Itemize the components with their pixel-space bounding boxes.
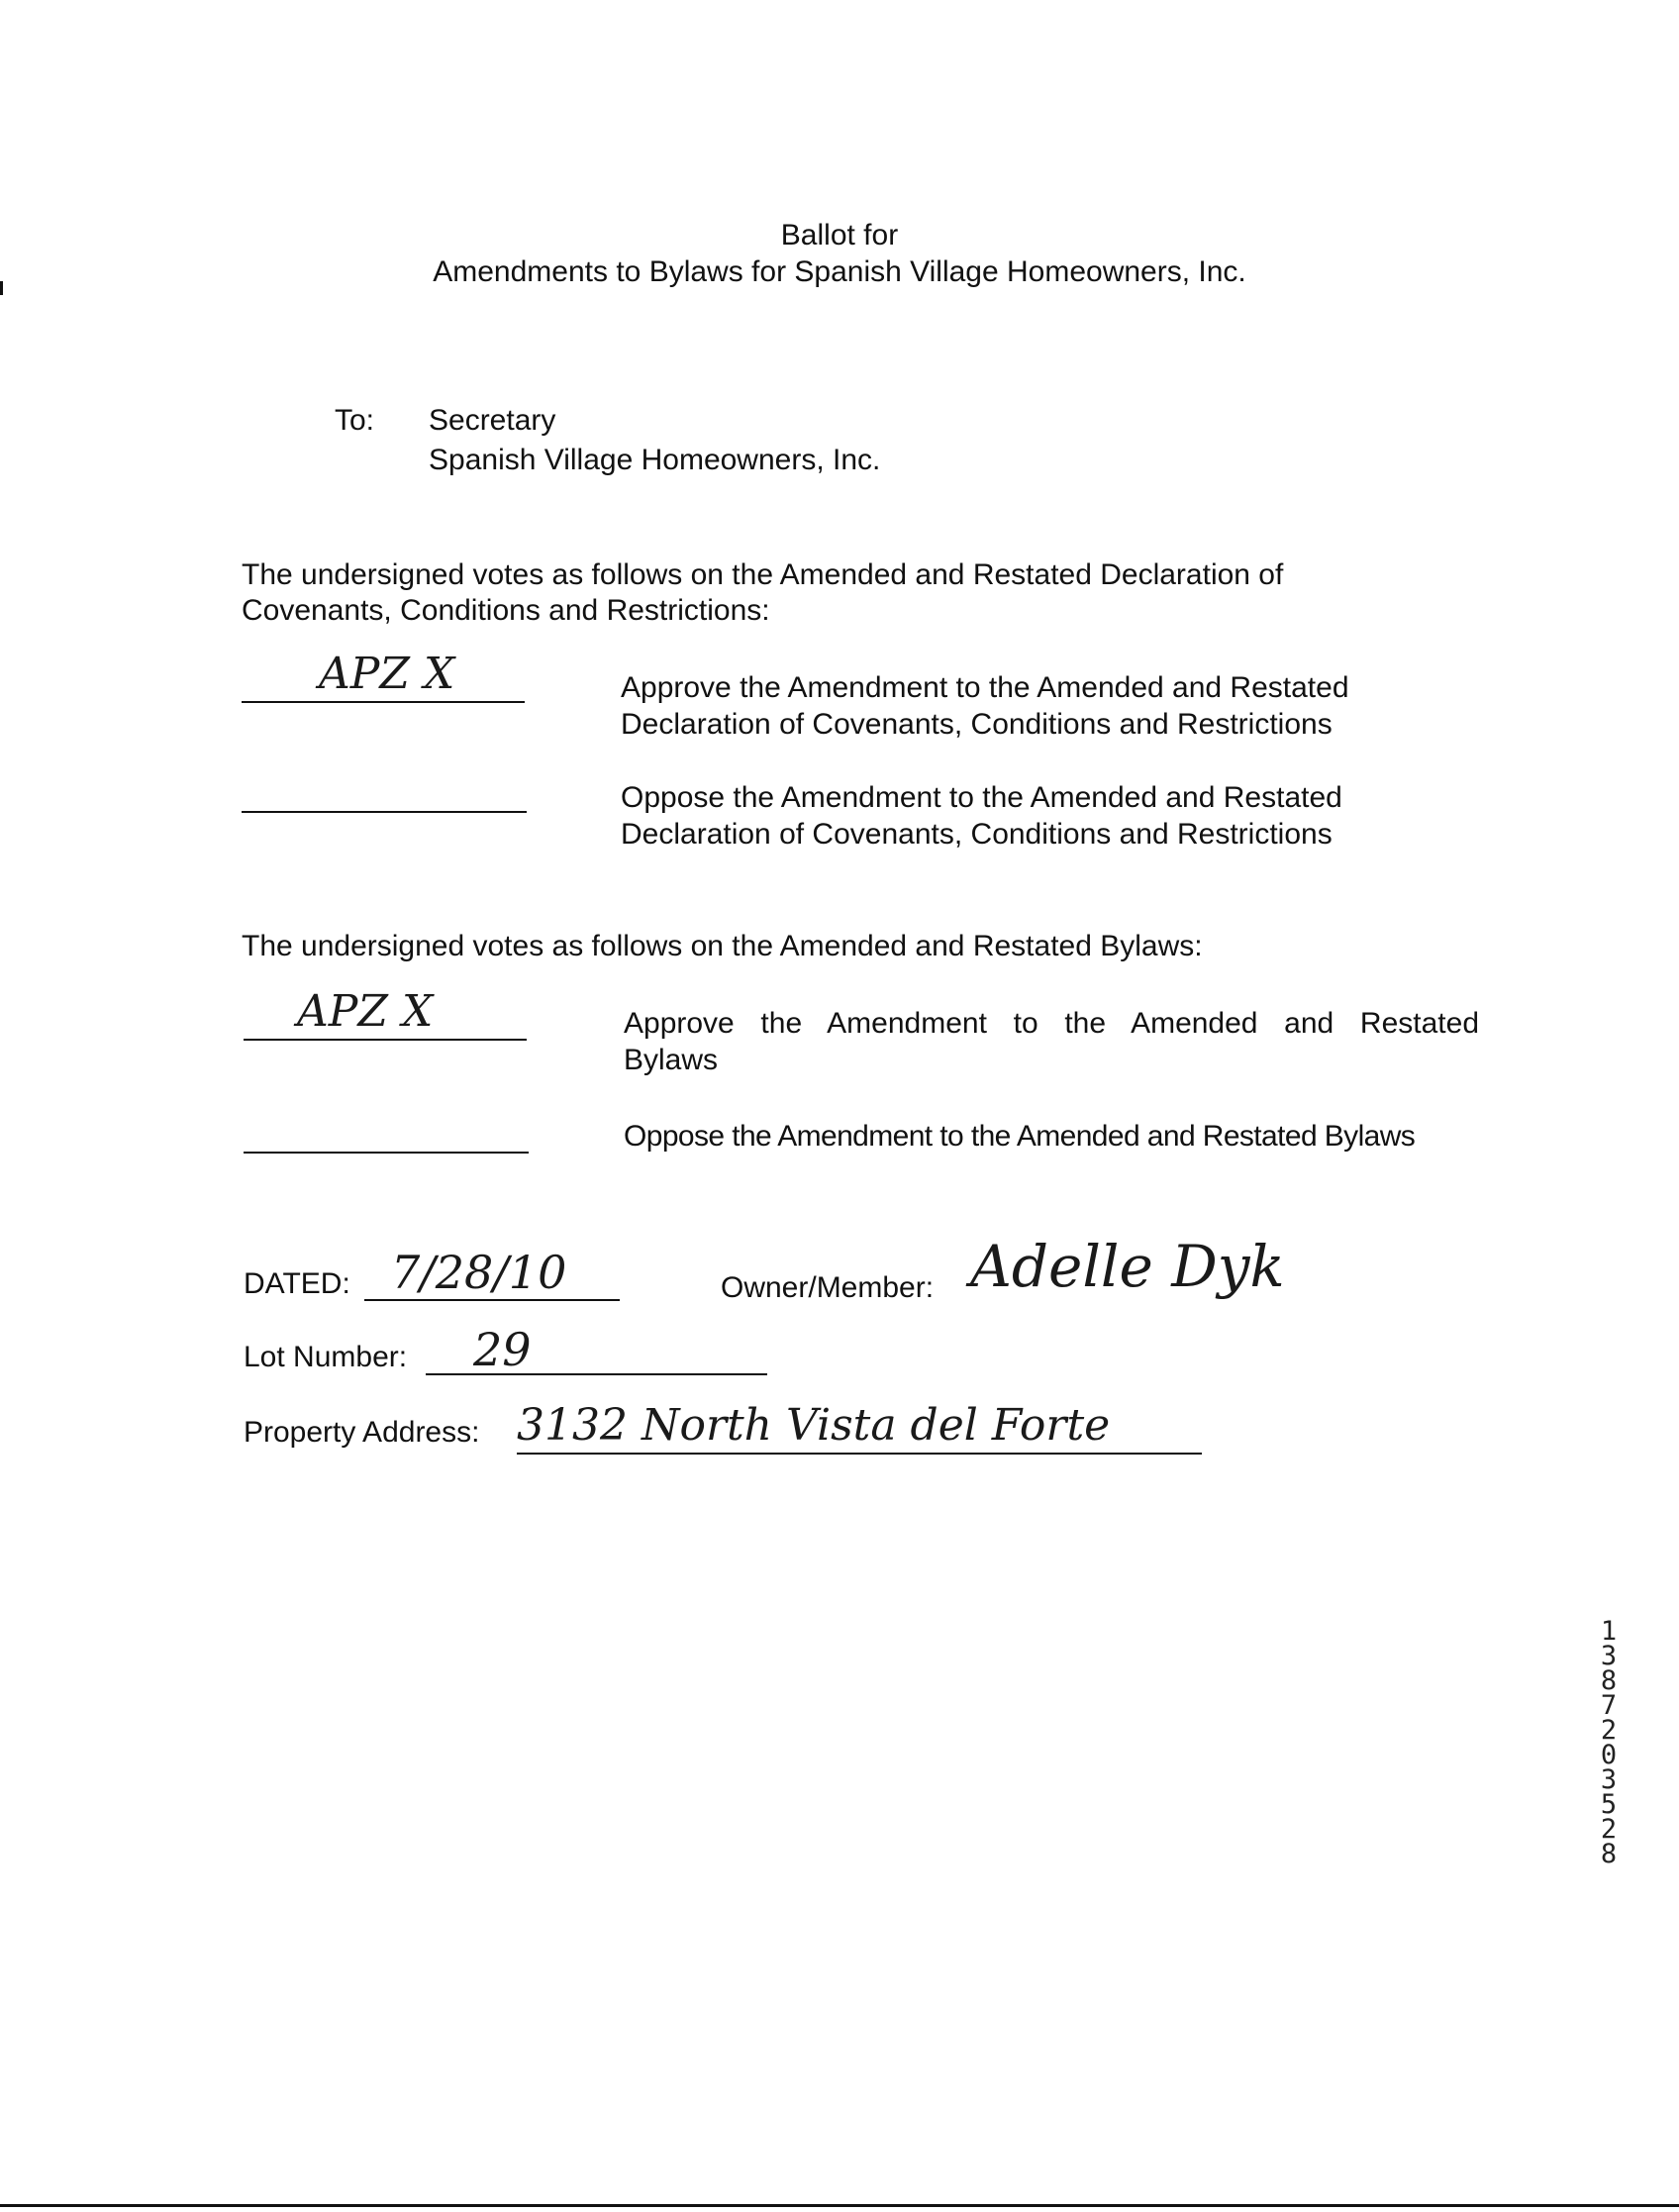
dated-value[interactable]: 7/28/10 bbox=[391, 1246, 567, 1299]
section1-approve-text-line2: Declaration of Covenants, Conditions and Restrictions bbox=[621, 708, 1333, 741]
section1-approve-line[interactable] bbox=[242, 701, 525, 703]
owner-signature[interactable]: Adelle Dyk bbox=[970, 1233, 1285, 1300]
section1-oppose-text-line1: Oppose the Amendment to the Amended and Restated bbox=[621, 781, 1342, 814]
section2-intro: The undersigned votes as follows on the Amended and Restated Bylaws: bbox=[242, 930, 1203, 962]
scan-bottom-edge bbox=[0, 2204, 1679, 2207]
addressee-title: Secretary bbox=[429, 404, 556, 437]
section2-oppose-text: Oppose the Amendment to the Amended and Restated Bylaws bbox=[624, 1120, 1416, 1153]
ballot-title: Ballot for bbox=[780, 219, 899, 251]
section2-oppose-line[interactable] bbox=[244, 1152, 529, 1154]
dated-line bbox=[364, 1299, 620, 1301]
section2-approve-line[interactable] bbox=[244, 1039, 527, 1041]
property-address-value[interactable]: 3132 North Vista del Forte bbox=[517, 1400, 1111, 1451]
section2-approve-text-line2: Bylaws bbox=[624, 1044, 719, 1076]
section1-intro-line1: The undersigned votes as follows on the Amended and Restated Declaration of bbox=[242, 558, 1284, 591]
dated-label: DATED: bbox=[244, 1267, 350, 1300]
document-number bbox=[1594, 1594, 1624, 1869]
section2-approve-text-line1: Approve the Amendment to the Amended and Restated bbox=[624, 1007, 1479, 1040]
ballot-subtitle: Amendments to Bylaws for Spanish Village Homeowners, Inc. bbox=[433, 255, 1246, 288]
lot-number-line bbox=[426, 1373, 767, 1375]
section1-oppose-text-line2: Declaration of Covenants, Conditions and Restrictions bbox=[621, 818, 1333, 851]
section1-approve-mark: APZ X bbox=[319, 649, 455, 699]
addressee-organization: Spanish Village Homeowners, Inc. bbox=[429, 444, 881, 476]
owner-member-label: Owner/Member: bbox=[721, 1271, 935, 1304]
section2-approve-mark: APZ X bbox=[297, 986, 434, 1037]
scan-left-mark bbox=[0, 281, 3, 295]
document-number-text: 1 3 8 7 2 0 3 5 2 8 bbox=[1600, 1616, 1618, 1869]
property-address-line bbox=[517, 1453, 1202, 1455]
section1-intro-line2: Covenants, Conditions and Restrictions: bbox=[242, 594, 770, 627]
lot-number-label: Lot Number: bbox=[244, 1341, 408, 1373]
to-label: To: bbox=[335, 404, 375, 437]
section1-approve-text-line1: Approve the Amendment to the Amended and Restated bbox=[621, 671, 1349, 704]
section1-oppose-line[interactable] bbox=[242, 811, 527, 813]
lot-number-value[interactable]: 29 bbox=[473, 1323, 532, 1376]
property-address-label: Property Address: bbox=[244, 1416, 480, 1449]
